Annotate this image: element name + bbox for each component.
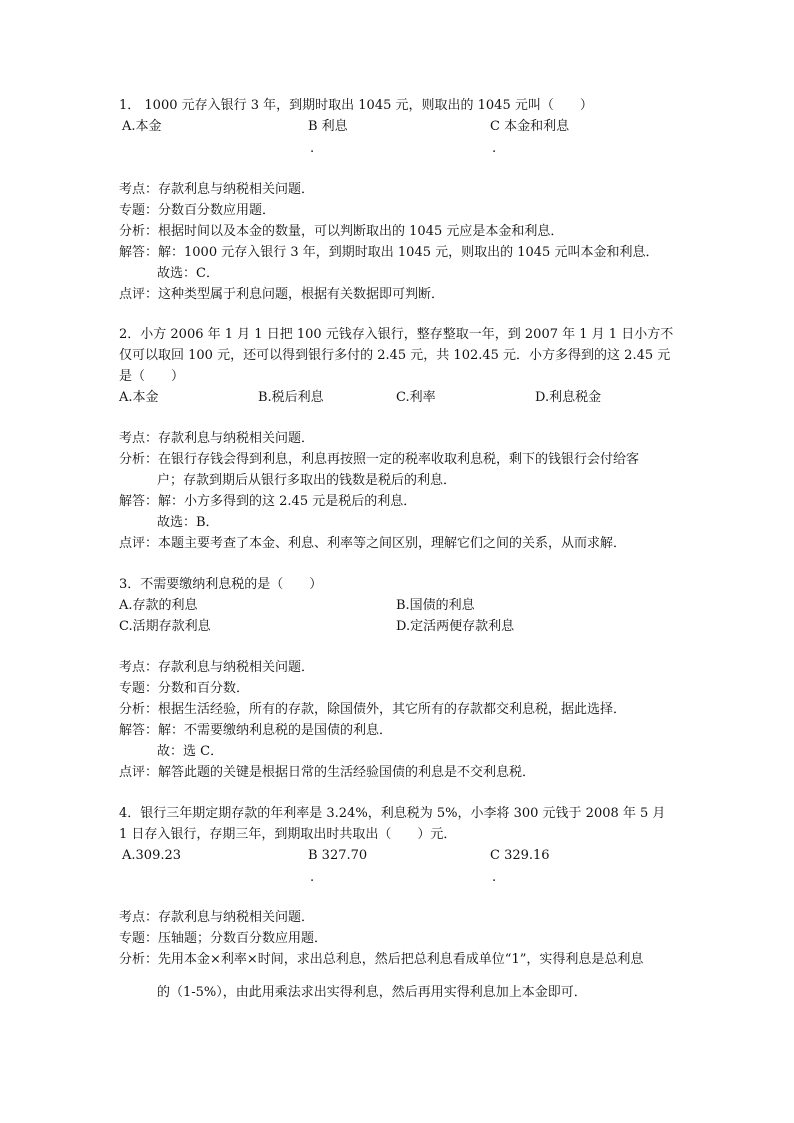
q4-kaodian-text: 存款利息与纳税相关问题． bbox=[158, 910, 315, 925]
q1-zhuanti bbox=[119, 202, 275, 220]
q4-option-a: A.309.23 bbox=[122, 848, 182, 863]
q4-kaodian bbox=[119, 909, 314, 927]
q1-fenxi-text: 根据时间以及本金的数量，可以判断取出的 1045 元应是本金和利息． bbox=[158, 224, 564, 239]
q3-dianping-text: 解答此题的关键是根据日常的生活经验国债的利息是不交利息税． bbox=[158, 765, 536, 780]
q2-option-d: D.利息税金 bbox=[535, 390, 602, 405]
q1-option-b-dot: . bbox=[310, 141, 315, 156]
q3-zhuanti-label: 专题： bbox=[119, 681, 159, 696]
q3-zhuanti-text: 分数和百分数． bbox=[158, 681, 250, 696]
q2-option-b: B.税后利息 bbox=[258, 390, 324, 405]
q4-option-b: B 327.70 bbox=[308, 848, 368, 863]
q2-stem-line-2: 仅可以取回 100 元，还可以得到银行多付的 2.45 元，共 102.45 元．小方多得到的这 2.45 元 bbox=[119, 348, 671, 363]
q2-kaodian-text: 存款利息与纳税相关问题． bbox=[158, 431, 315, 446]
q1-option-c-dot: . bbox=[492, 141, 497, 156]
q3-zhuanti bbox=[119, 680, 249, 698]
q3-jieda bbox=[119, 722, 392, 740]
q2-option-a: A.本金 bbox=[119, 390, 159, 405]
q2-stem-line-3: 是（ ） bbox=[119, 369, 185, 384]
q1-jieda-label: 解答： bbox=[119, 245, 159, 260]
q2-kaodian-label: 考点： bbox=[119, 431, 159, 446]
q2-fenxi-label: 分析： bbox=[119, 452, 159, 467]
q1-zhuanti-label: 专题： bbox=[119, 203, 159, 218]
q2-dianping-label: 点评： bbox=[119, 536, 159, 551]
q4-fenxi-text-1: 先用本金×利率×时间，求出总利息，然后把总利息看成单位“1”，实得利息是总利息 bbox=[158, 952, 644, 967]
q2-option-c: C.利率 bbox=[396, 390, 436, 405]
q4-zhuanti-text: 压轴题；分数百分数应用题． bbox=[158, 931, 328, 946]
q4-option-c-dot: . bbox=[492, 870, 497, 885]
q2-fenxi-text-1: 在银行存钱会得到利息，利息再按照一定的税率收取利息税，剩下的钱银行会付给客 bbox=[158, 452, 640, 467]
q4-zhuanti bbox=[119, 930, 327, 948]
q2-jieda bbox=[119, 493, 416, 511]
q3-kaodian-text: 存款利息与纳税相关问题． bbox=[158, 660, 315, 675]
q1-kaodian-text: 存款利息与纳税相关问题． bbox=[158, 182, 315, 197]
q3-fenxi-label: 分析： bbox=[119, 702, 159, 717]
q4-fenxi-label: 分析： bbox=[119, 952, 159, 967]
q1-option-b: B 利息 bbox=[308, 119, 348, 134]
q4-zhuanti-label: 专题： bbox=[119, 931, 159, 946]
q4-kaodian-label: 考点： bbox=[119, 910, 159, 925]
q2-fenxi bbox=[119, 451, 639, 469]
q3-option-d: D.定活两便存款利息 bbox=[396, 619, 515, 634]
q1-stem: 1． 1000 元存入银行 3 年，到期时取出 1045 元，则取出的 1045 元叫（ ） bbox=[119, 98, 593, 113]
q3-stem: 3．不需要缴纳利息税的是（ ） bbox=[119, 577, 323, 592]
q3-option-c: C.活期存款利息 bbox=[119, 619, 211, 634]
q3-fenxi-text: 根据生活经验，所有的存款，除国债外，其它所有的存款都交利息税，据此选择． bbox=[158, 702, 627, 717]
q3-dianping bbox=[119, 764, 535, 782]
q1-jieda-text: 解：1000 元存入银行 3 年，到期时取出 1045 元，则取出的 1045 元叫本金和利息． bbox=[158, 245, 659, 260]
q4-option-c: C 329.16 bbox=[490, 848, 550, 863]
q1-fenxi bbox=[119, 223, 563, 241]
q4-stem-line-1: 4．银行三年期定期存款的年利率是 3.24%，利息税为 5%，小李将 300 元钱于 2008 年 5 月 bbox=[119, 806, 666, 821]
q3-kaodian-label: 考点： bbox=[119, 660, 159, 675]
q2-dianping-text: 本题主要考查了本金、利息、利率等之间区别，理解它们之间的关系，从而求解． bbox=[158, 536, 627, 551]
q2-kaodian bbox=[119, 430, 314, 448]
q1-kaodian bbox=[119, 181, 314, 199]
q3-jieda-text: 解：不需要缴纳利息税的是国债的利息． bbox=[158, 723, 393, 738]
q2-guxuan: 故选：B． bbox=[157, 515, 219, 530]
q1-zhuanti-text: 分数百分数应用题． bbox=[158, 203, 276, 218]
q2-fenxi-text-2: 户；存款到期后从银行多取出的钱数是税后的利息． bbox=[157, 473, 457, 488]
q2-dianping bbox=[119, 535, 626, 553]
q1-jieda bbox=[119, 244, 658, 262]
q3-dianping-label: 点评： bbox=[119, 765, 159, 780]
q4-fenxi-text-2: 的（1-5%），由此用乘法求出实得利息，然后再用实得利息加上本金即可． bbox=[157, 985, 587, 1000]
q1-option-a: A.本金 bbox=[122, 119, 162, 134]
q1-option-c: C 本金和利息 bbox=[490, 119, 570, 134]
q1-dianping bbox=[119, 286, 444, 304]
q3-option-a: A.存款的利息 bbox=[119, 598, 198, 613]
q2-stem-line-1: 2．小方 2006 年 1 月 1 日把 100 元钱存入银行，整存整取一年，到 2007 年 1 月 1 日小方不 bbox=[119, 327, 674, 342]
q1-guxuan: 故选：C． bbox=[157, 266, 219, 281]
q3-jieda-label: 解答： bbox=[119, 723, 159, 738]
q2-jieda-text: 解：小方多得到的这 2.45 元是税后的利息． bbox=[158, 494, 417, 509]
q1-dianping-label: 点评： bbox=[119, 287, 159, 302]
q1-dianping-text: 这种类型属于利息问题，根据有关数据即可判断． bbox=[158, 287, 445, 302]
q3-fenxi bbox=[119, 701, 626, 719]
q3-kaodian bbox=[119, 659, 314, 677]
q1-fenxi-label: 分析： bbox=[119, 224, 159, 239]
q3-guxuan: 故：选 C． bbox=[157, 744, 224, 759]
q4-fenxi bbox=[119, 951, 643, 969]
q4-option-b-dot: . bbox=[310, 870, 315, 885]
q1-kaodian-label: 考点： bbox=[119, 182, 159, 197]
q2-jieda-label: 解答： bbox=[119, 494, 159, 509]
q3-option-b: B.国债的利息 bbox=[396, 598, 475, 613]
q4-stem-line-2: 1 日存入银行，存期三年，到期取出时共取出（ ）元． bbox=[119, 827, 457, 842]
